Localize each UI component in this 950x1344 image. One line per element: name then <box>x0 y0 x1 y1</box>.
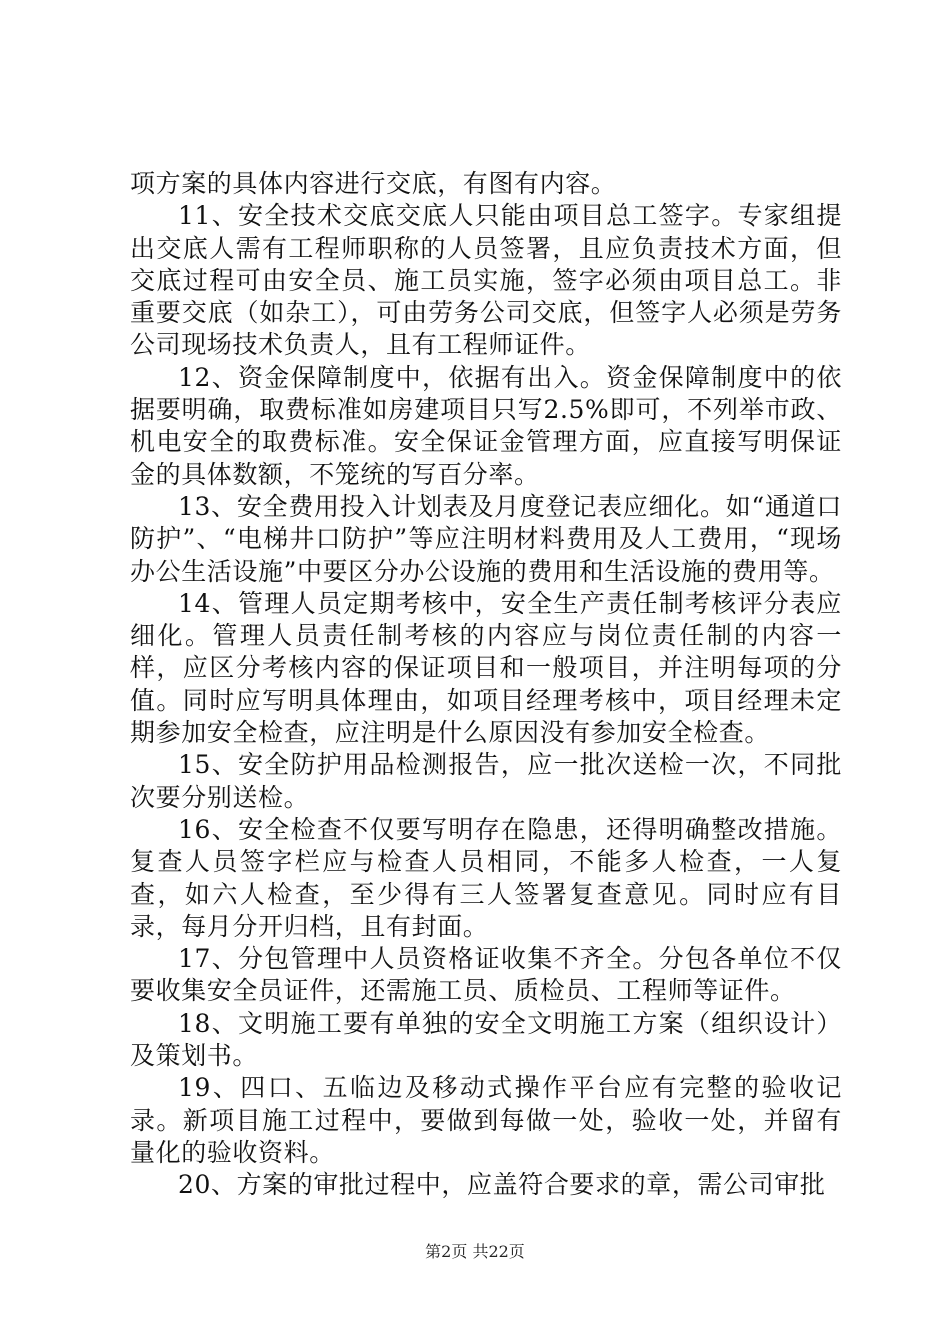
paragraph-continuation: 项方案的具体内容进行交底，有图有内容。 <box>130 169 617 198</box>
paragraph-item-13: 13、安全费用投入计划表及月度登记表应细化。如“通道口防护”、“电梯井口防护”等应注明材料费用及人工费用，“现场办公生活设施”中要区分办公设施的费用和生活设施的费用等。 <box>130 491 842 586</box>
document-body <box>130 168 842 1202</box>
paragraph-item-16: 16、安全检查不仅要写明存在隐患，还得明确整改措施。复查人员签字栏应与检查人员相同，不能多人检查，一人复查，如六人检查，至少得有三人签署复查意见。同时应有目录，每月分开归档，且有封面。 <box>130 814 842 941</box>
paragraph-item-12: 12、资金保障制度中，依据有出入。资金保障制度中的依据要明确，取费标准如房建项目只写2.5%即可，不列举市政、机电安全的取费标准。安全保证金管理方面，应直接写明保证金的具体数额，不笼统的写百分率。 <box>130 362 842 489</box>
paragraph-item-20: 20、方案的审批过程中，应盖符合要求的章，需公司审批 <box>178 1170 826 1200</box>
paragraph-item-15: 15、安全防护用品检测报告，应一批次送检一次，不同批次要分别送检。 <box>130 750 842 812</box>
paragraph-item-18: 18、文明施工要有单独的安全文明施工方案（组织设计）及策划书。 <box>130 1008 842 1071</box>
page-number-footer: 第2页 共22页 <box>425 1242 525 1261</box>
paragraph-item-11: 11、安全技术交底交底人只能由项目总工签字。专家组提出交底人需有工程师职称的人员签署，且应负责技术方面，但交底过程可由安全员、施工员实施，签字必须由项目总工。非重要交底（如杂工），可由劳务公司交底，但签字人必须是劳务公司现场技术负责人，且有工程师证件。 <box>130 201 842 360</box>
paragraph-item-14: 14、管理人员定期考核中，安全生产责任制考核评分表应细化。管理人员责任制考核的内容应与岗位责任制的内容一样，应区分考核内容的保证项目和一般项目，并注明每项的分值。同时应写明具体理由，如项目经理考核中，项目经理未定期参加安全检查，应注明是什么原因没有参加安全检查。 <box>130 588 842 748</box>
paragraph-item-17: 17、分包管理中人员资格证收集不齐全。分包各单位不仅要收集安全员证件，还需施工员、质检员、工程师等证件。 <box>130 944 842 1006</box>
paragraph-item-19: 19、四口、五临边及移动式操作平台应有完整的验收记录。新项目施工过程中，要做到每做一处，验收一处，并留有量化的验收资料。 <box>130 1073 842 1167</box>
